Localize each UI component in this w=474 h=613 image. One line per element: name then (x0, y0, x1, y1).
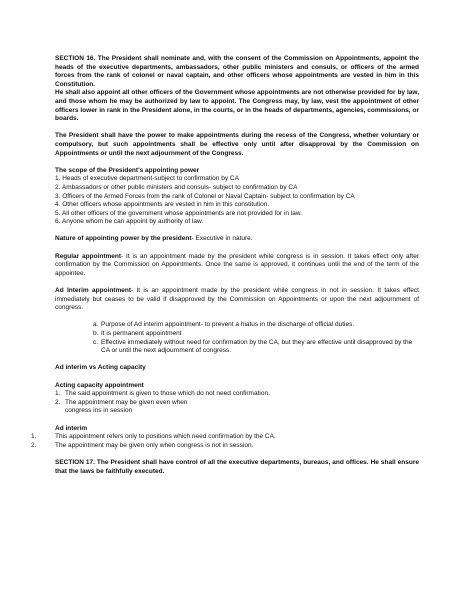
list-text: This appointment refers only to positions which need confirmation by the CA. (55, 433, 276, 441)
ad-interim-item (93, 321, 419, 330)
list-text: It is permanent appointment (101, 330, 182, 337)
list-marker: 2. (31, 441, 37, 449)
scope-list (55, 175, 419, 227)
acting-heading: Acting capacity appointment (55, 381, 144, 389)
section-16-paragraph-3: The President shall have the power to make appointments during the recess of the Congress, whether voluntary or compulsory, but such appointments shall be effective only until after disapproval by the Commission on Appointments or until the next adjournment of the Congress. (55, 132, 419, 157)
list-text: The appointment may be given even when congress ins in session (65, 398, 188, 415)
ad-interim-2-item (31, 442, 419, 451)
scope-item: 6. Anyone whom he can appoint by authority of law. (55, 218, 204, 226)
list-text: The said appointment is given to those which do not need confirmation. (65, 390, 270, 398)
acting-item (55, 399, 215, 416)
scope-item: 4. Other officers whose appointments are vested in him in this constitution. (55, 201, 270, 209)
regular-text: - It is an appointment made by the president while congress is in session. It takes effect only after confirmation by the Commission on Appointments. Once the same is approved, it continues until the end of the term of the appointee. (55, 252, 419, 277)
list-marker: c. (93, 338, 99, 346)
ad-interim-label: Ad Interim appointment (55, 287, 131, 295)
scope-item: 5. All other officers of the government whose appointments are not provided for in law. (55, 209, 303, 217)
scope-item: 2. Ambassadors or other public ministers and consuls- subject to confirmation by CA (55, 183, 298, 191)
ad-interim-list (55, 321, 419, 355)
ad-interim-text: - It is an appointment made by the president while congress in not in session. It takes effect immediately but ceases to be valid if disapproved by the Commission on Appointments or upon the next adjournment of congress. (55, 287, 419, 312)
list-text: Effective immediately without need for confirmation by the CA, but they are effective until disapproved by the CA or until the next adjournment of congress. (101, 338, 413, 355)
list-text: Purpose of Ad interim appointment- to prevent a hiatus in the discharge of official duties. (101, 321, 355, 329)
document-page (31, 55, 419, 476)
nature-label: Nature of appointing power by the president (55, 235, 192, 243)
section-16-paragraph-2: He shall also appoint all other officers of the Government whose appointments are not otherwise provided for by law, and those whom he may be authorized by law to appoint. The Congress may, by law, vest the appointment of other officers lower in rank in the President alone, in the courts, or in the heads of departments, agencies, commissions, or boards. (55, 89, 419, 123)
scope-item: 1. Heads of executive department-subject to confirmation by CA (55, 175, 239, 183)
scope-heading: The scope of the President's appointing power (55, 166, 200, 174)
ad-interim-item (93, 339, 419, 356)
regular-label: Regular appointment (55, 252, 122, 260)
nature-paragraph (55, 235, 419, 244)
list-marker: 1. (55, 390, 61, 398)
list-marker: 2. (55, 398, 61, 406)
nature-text: - Executive in nature. (191, 235, 253, 243)
regular-appointment-paragraph (55, 253, 419, 279)
list-marker: a. (93, 321, 99, 329)
list-marker: 1. (31, 433, 37, 441)
section-16-heading: SECTION 16. The President shall nominate and, with the consent of the Commission on Appointments, appoint the heads of the executive departments, ambassadors, other public ministers and consuls, or officers of the armed forces from the rank of colonel or naval captain, and other officers whose appointments are vested in him in this Constitution. (55, 55, 419, 88)
ad-interim-2-item (31, 433, 419, 442)
vs-heading: Ad interim vs Acting capacity (55, 364, 146, 372)
ad-interim-2-heading: Ad interim (55, 424, 88, 432)
scope-item: 3. Officers of the Armed Forces from the rank of Colonel or Naval Captain- subject to confirmation by CA (55, 192, 355, 200)
list-marker: b. (93, 330, 99, 337)
list-text: The appointment may be given only when congress is not in session. (55, 441, 254, 449)
acting-item (55, 390, 419, 399)
section-17-heading: SECTION 17. The President shall have control of all the executive departments, bureaus, and offices. He shall ensure that the laws be faithfully executed. (55, 458, 419, 475)
ad-interim-item (93, 330, 419, 339)
ad-interim-paragraph (55, 287, 419, 313)
